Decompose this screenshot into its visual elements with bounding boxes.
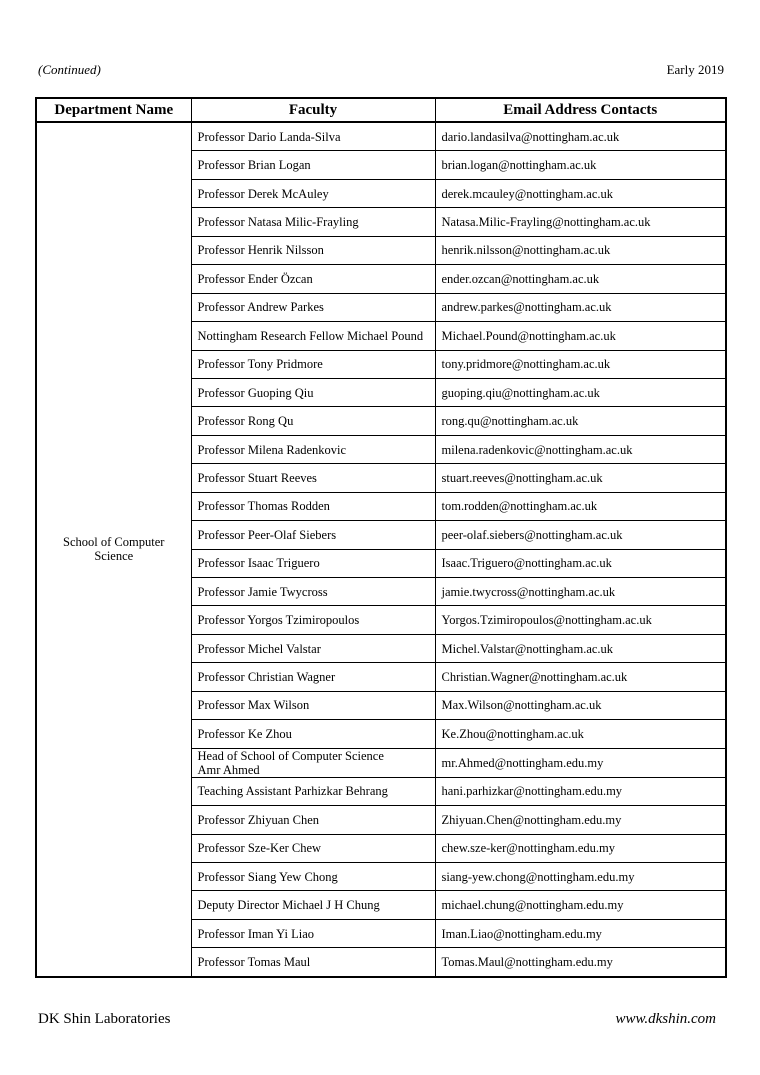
email-cell: michael.chung@nottingham.edu.my	[435, 891, 726, 919]
faculty-cell: Professor Ke Zhou	[191, 720, 435, 748]
faculty-cell: Professor Sze-Ker Chew	[191, 834, 435, 862]
faculty-cell: Deputy Director Michael J H Chung	[191, 891, 435, 919]
email-cell: dario.landasilva@nottingham.ac.uk	[435, 122, 726, 151]
email-cell: milena.radenkovic@nottingham.ac.uk	[435, 435, 726, 463]
faculty-cell: Teaching Assistant Parhizkar Behrang	[191, 777, 435, 805]
faculty-cell: Professor Yorgos Tzimiropoulos	[191, 606, 435, 634]
email-cell: chew.sze-ker@nottingham.edu.my	[435, 834, 726, 862]
faculty-cell: Professor Natasa Milic-Frayling	[191, 208, 435, 236]
email-cell: jamie.twycross@nottingham.ac.uk	[435, 578, 726, 606]
column-header-email: Email Address Contacts	[435, 98, 726, 122]
faculty-title: Head of School of Computer Science	[197, 748, 384, 763]
footer-website: www.dkshin.com	[615, 1011, 716, 1027]
faculty-cell: Professor Stuart Reeves	[191, 464, 435, 492]
email-cell: rong.qu@nottingham.ac.uk	[435, 407, 726, 435]
faculty-cell: Professor Brian Logan	[191, 151, 435, 179]
email-cell: ender.ozcan@nottingham.ac.uk	[435, 265, 726, 293]
faculty-name: Amr Ahmed	[197, 762, 260, 777]
faculty-cell: Professor Siang Yew Chong	[191, 862, 435, 890]
email-cell: tom.rodden@nottingham.ac.uk	[435, 492, 726, 520]
email-cell: Isaac.Triguero@nottingham.ac.uk	[435, 549, 726, 577]
faculty-cell: Professor Rong Qu	[191, 407, 435, 435]
email-cell: andrew.parkes@nottingham.ac.uk	[435, 293, 726, 321]
faculty-cell: Professor Jamie Twycross	[191, 578, 435, 606]
faculty-cell: Professor Derek McAuley	[191, 179, 435, 207]
faculty-cell: Professor Max Wilson	[191, 691, 435, 719]
faculty-cell	[191, 748, 435, 777]
table-body	[36, 122, 726, 977]
email-cell: mr.Ahmed@nottingham.edu.my	[435, 748, 726, 777]
email-cell: Yorgos.Tzimiropoulos@nottingham.ac.uk	[435, 606, 726, 634]
email-cell: Natasa.Milic-Frayling@nottingham.ac.uk	[435, 208, 726, 236]
email-cell: stuart.reeves@nottingham.ac.uk	[435, 464, 726, 492]
faculty-cell: Professor Andrew Parkes	[191, 293, 435, 321]
faculty-cell: Professor Milena Radenkovic	[191, 435, 435, 463]
email-cell: Ke.Zhou@nottingham.ac.uk	[435, 720, 726, 748]
faculty-cell: Professor Iman Yi Liao	[191, 919, 435, 947]
table-row	[36, 122, 726, 151]
email-cell: Zhiyuan.Chen@nottingham.edu.my	[435, 806, 726, 834]
email-cell: Iman.Liao@nottingham.edu.my	[435, 919, 726, 947]
email-cell: peer-olaf.siebers@nottingham.ac.uk	[435, 521, 726, 549]
email-cell: brian.logan@nottingham.ac.uk	[435, 151, 726, 179]
faculty-cell: Professor Isaac Triguero	[191, 549, 435, 577]
faculty-cell: Professor Dario Landa-Silva	[191, 122, 435, 151]
department-name-cell: School of Computer Science	[36, 122, 191, 977]
email-cell: Michael.Pound@nottingham.ac.uk	[435, 322, 726, 350]
faculty-table	[35, 97, 727, 978]
email-cell: Christian.Wagner@nottingham.ac.uk	[435, 663, 726, 691]
faculty-cell: Professor Zhiyuan Chen	[191, 806, 435, 834]
faculty-cell: Professor Peer-Olaf Siebers	[191, 521, 435, 549]
email-cell: Max.Wilson@nottingham.ac.uk	[435, 691, 726, 719]
email-cell: tony.pridmore@nottingham.ac.uk	[435, 350, 726, 378]
email-cell: henrik.nilsson@nottingham.ac.uk	[435, 236, 726, 264]
date-label: Early 2019	[666, 62, 724, 77]
faculty-cell: Professor Henrik Nilsson	[191, 236, 435, 264]
column-header-department: Department Name	[36, 98, 191, 122]
continued-label: (Continued)	[38, 62, 101, 77]
faculty-cell: Professor Guoping Qiu	[191, 378, 435, 406]
faculty-cell: Professor Christian Wagner	[191, 663, 435, 691]
email-cell: Tomas.Maul@nottingham.edu.my	[435, 948, 726, 977]
faculty-cell: Professor Michel Valstar	[191, 634, 435, 662]
email-cell: Michel.Valstar@nottingham.ac.uk	[435, 634, 726, 662]
footer-company: DK Shin Laboratories	[38, 1011, 171, 1027]
email-cell: guoping.qiu@nottingham.ac.uk	[435, 378, 726, 406]
faculty-cell: Professor Thomas Rodden	[191, 492, 435, 520]
email-cell: siang-yew.chong@nottingham.edu.my	[435, 862, 726, 890]
faculty-cell: Professor Ender Özcan	[191, 265, 435, 293]
faculty-cell: Nottingham Research Fellow Michael Pound	[191, 322, 435, 350]
email-cell: hani.parhizkar@nottingham.edu.my	[435, 777, 726, 805]
faculty-cell: Professor Tony Pridmore	[191, 350, 435, 378]
faculty-cell: Professor Tomas Maul	[191, 948, 435, 977]
email-cell: derek.mcauley@nottingham.ac.uk	[435, 179, 726, 207]
column-header-faculty: Faculty	[191, 98, 435, 122]
table-header-row	[36, 98, 726, 122]
